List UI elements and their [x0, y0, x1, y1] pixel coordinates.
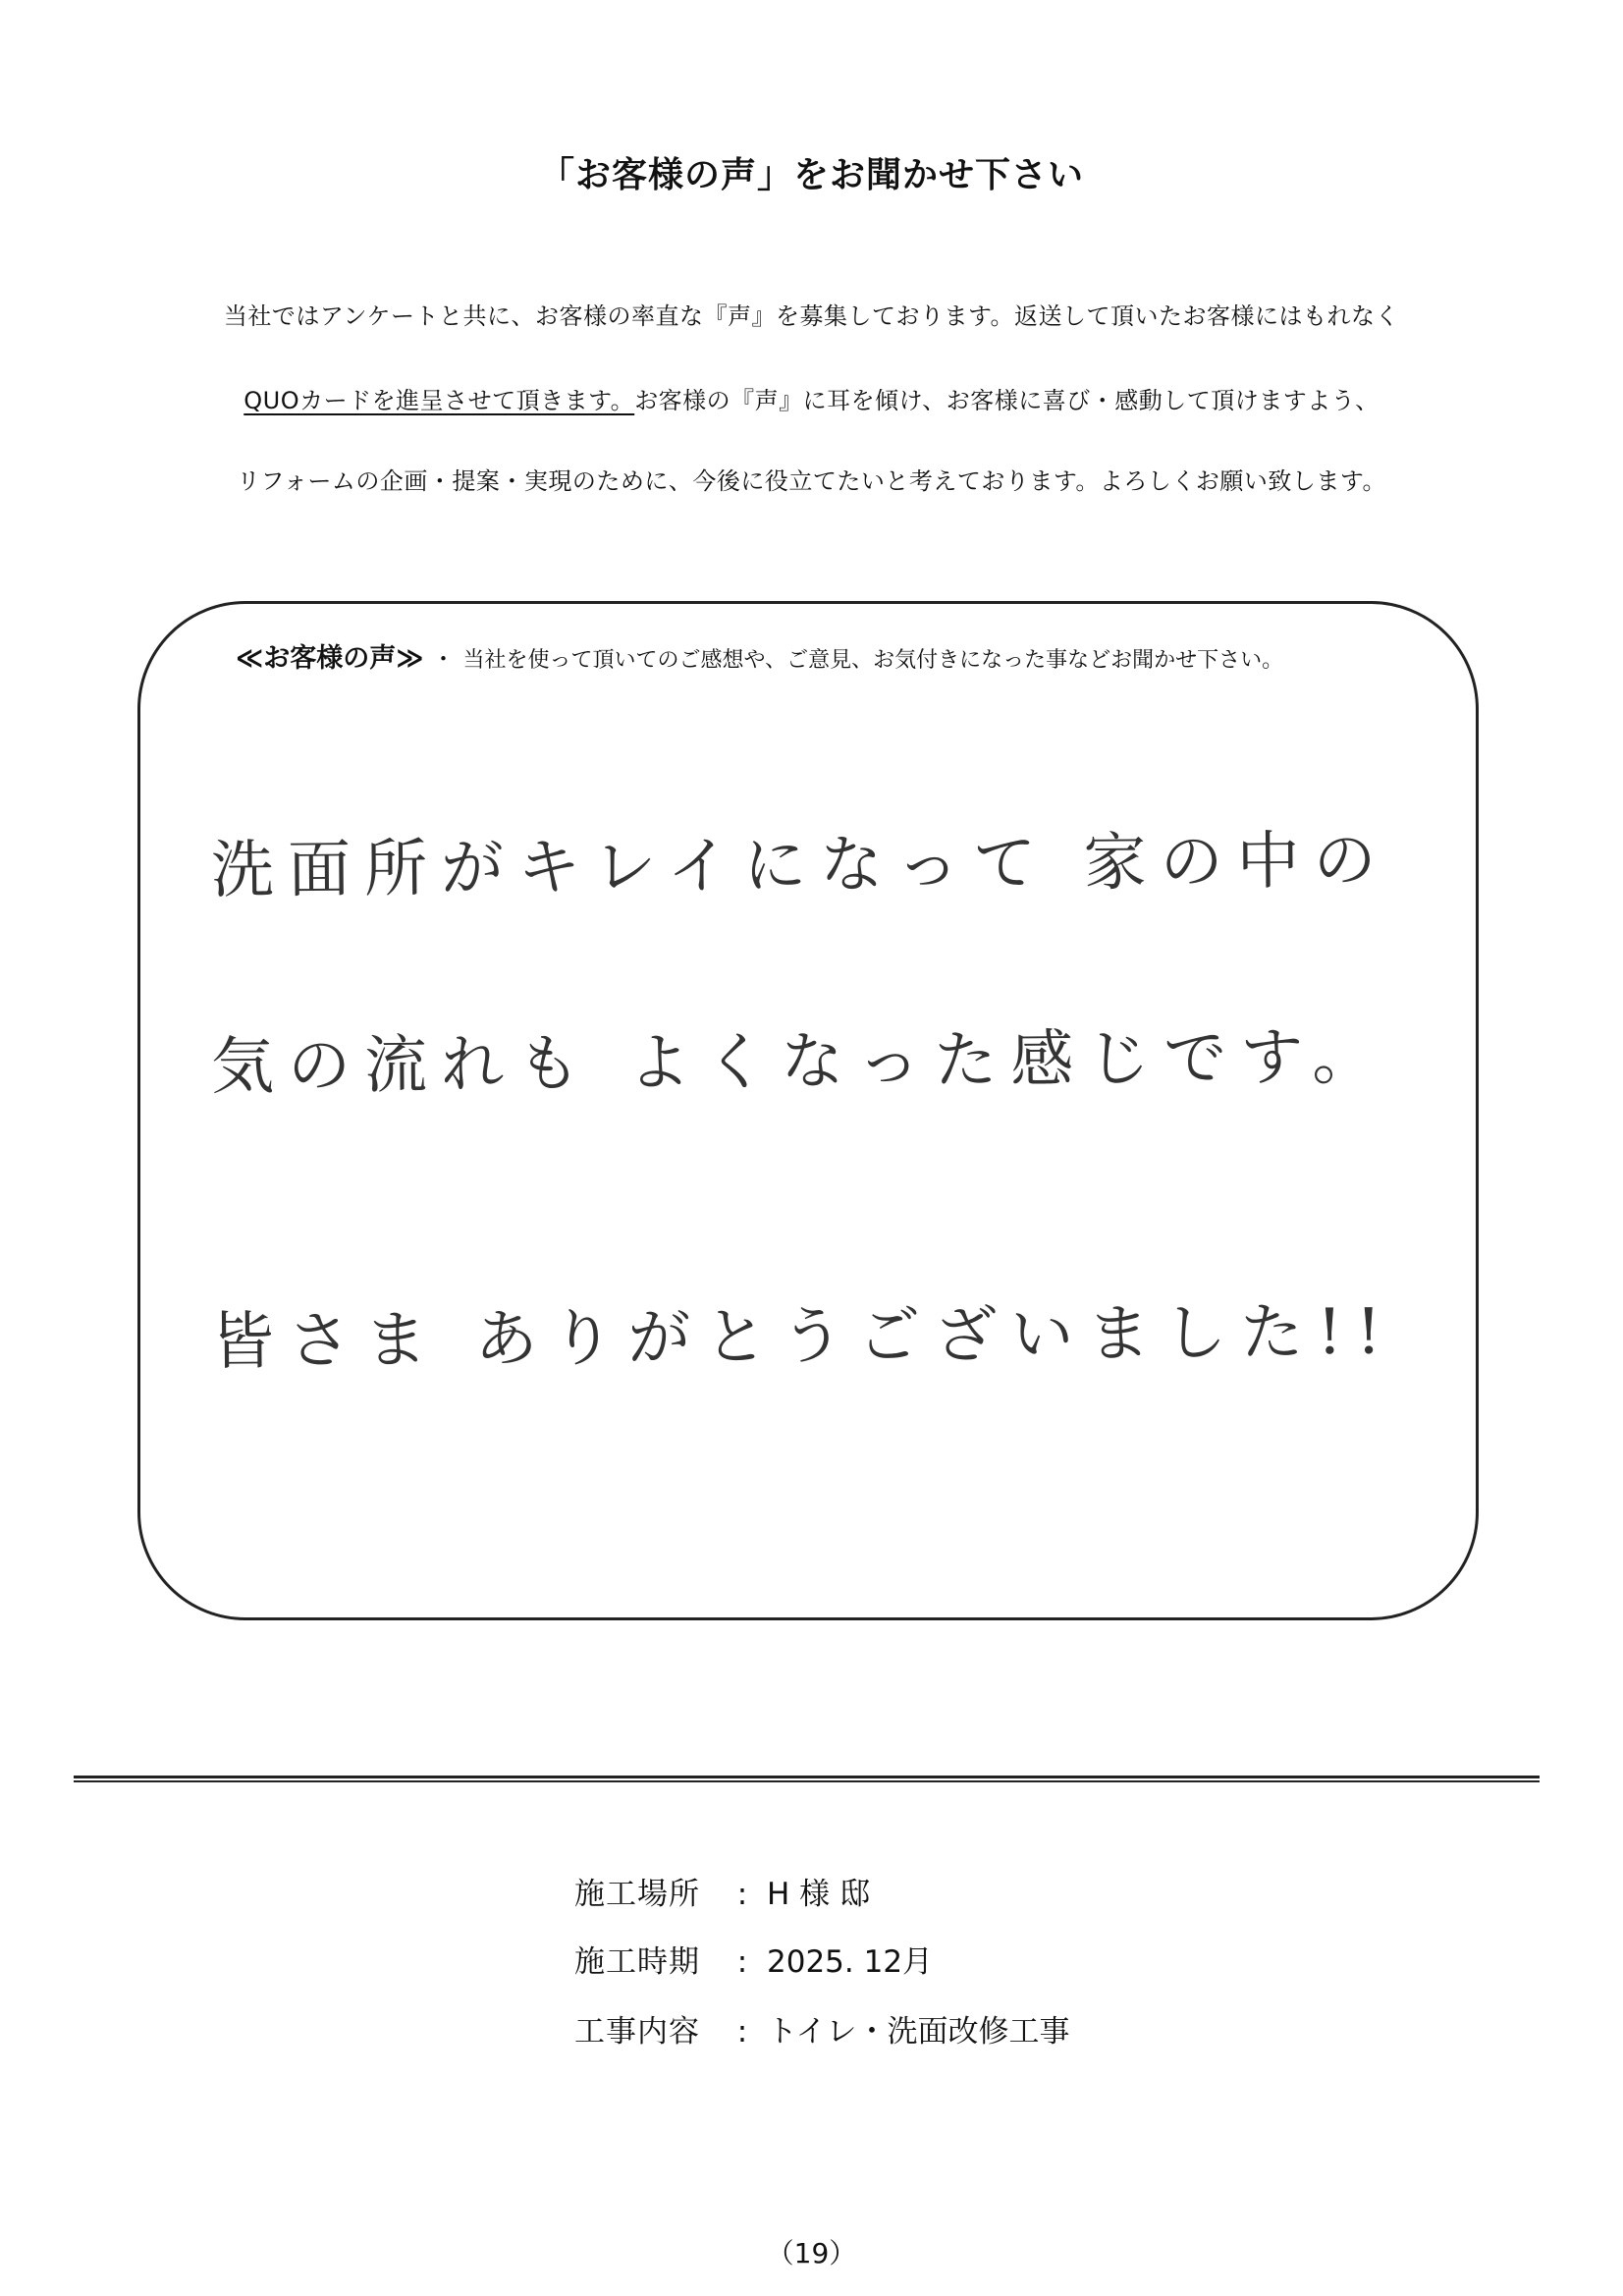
handwritten-line-3: 皆さま ありがとうございました!!: [210, 1295, 1396, 1379]
location-colon: :: [736, 1877, 748, 1912]
intro-line-1: 当社ではアンケートと共に、お客様の率直な『声』を募集しております。返送して頂いたお客様にはもれなく: [223, 302, 1400, 330]
period-colon: :: [736, 1944, 748, 1980]
intro-line-2-rest: お客様の『声』に耳を傾け、お客様に喜び・感動して頂けますよう、: [634, 387, 1380, 414]
location-label: 施工場所: [574, 1877, 700, 1912]
page-title: 「お客様の声」をお聞かせ下さい: [538, 155, 1084, 195]
handwritten-line-1: 洗面所がキレイになって 家の中の: [210, 824, 1390, 907]
voice-box-instruction: 当社を使って頂いてのご感想や、ご意見、お気付きになった事などお聞かせ下さい。: [462, 648, 1284, 673]
period-value: 2025. 12月: [767, 1944, 934, 1980]
voice-box-title: ≪お客様の声≫: [236, 643, 424, 674]
work-label: 工事内容: [574, 2014, 700, 2050]
work-colon: :: [736, 2014, 748, 2050]
location-value: H 様 邸: [767, 1877, 871, 1912]
quo-card-note: QUOカードを進呈させて頂きます。: [243, 387, 635, 414]
page-number: （19）: [766, 2237, 857, 2269]
voice-box-bullet: ・: [431, 645, 456, 673]
customer-voice-box: [137, 601, 1479, 1620]
intro-line-3: リフォームの企画・提案・実現のために、今後に役立てたいと考えております。よろしくお願い致します。: [237, 467, 1386, 495]
voice-box-header: [236, 636, 1283, 675]
handwritten-line-2: 気の流れも よくなった感じです。: [210, 1020, 1389, 1104]
work-value: トイレ・洗面改修工事: [767, 2014, 1070, 2050]
info-row-location: [574, 1869, 870, 1913]
info-row-period: [574, 1937, 933, 1981]
intro-line-2: [0, 381, 1623, 415]
info-row-work: [574, 2006, 1069, 2050]
period-label: 施工時期: [574, 1944, 700, 1980]
double-divider: [74, 1776, 1540, 1782]
